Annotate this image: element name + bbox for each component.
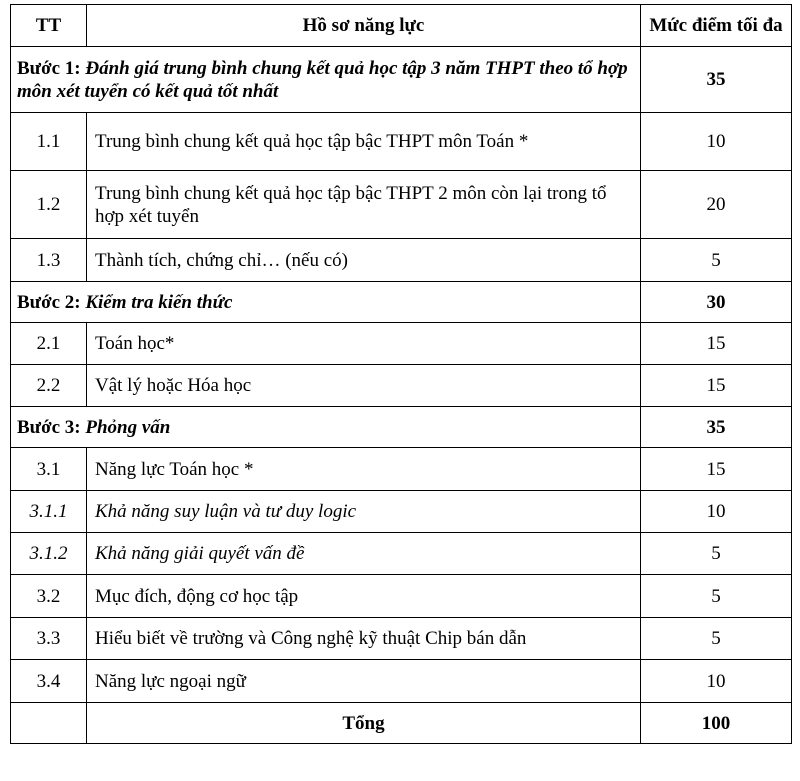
table-row (11, 171, 792, 239)
row-score: 5 (641, 618, 792, 660)
table-row (11, 47, 792, 113)
row-score: 15 (641, 448, 792, 491)
table-row (11, 365, 792, 407)
row-score: 15 (641, 323, 792, 365)
table-row (11, 533, 792, 575)
row-tt: 2.2 (11, 365, 87, 407)
score-table (10, 4, 792, 744)
row-label: Khả năng suy luận và tư duy logic (87, 491, 641, 533)
row-label: Trung bình chung kết quả học tập bậc THPT môn Toán * (87, 113, 641, 171)
table-row (11, 407, 792, 448)
row-score: 10 (641, 491, 792, 533)
table-row (11, 323, 792, 365)
row-label: Thành tích, chứng chỉ… (nếu có) (87, 239, 641, 282)
row-label: Mục đích, động cơ học tập (87, 575, 641, 618)
table-row (11, 660, 792, 703)
row-score: 5 (641, 575, 792, 618)
table-row (11, 113, 792, 171)
step-label (11, 282, 641, 323)
row-tt: 3.1.1 (11, 491, 87, 533)
table-row (11, 239, 792, 282)
row-score: 10 (641, 660, 792, 703)
step-score: 35 (641, 47, 792, 113)
step-number: Bước 3: (17, 416, 81, 438)
step-number: Bước 1: (17, 57, 81, 79)
table-row (11, 575, 792, 618)
step-label (11, 407, 641, 448)
row-score: 20 (641, 171, 792, 239)
row-tt: 1.3 (11, 239, 87, 282)
step-score: 30 (641, 282, 792, 323)
row-label: Năng lực ngoại ngữ (87, 660, 641, 703)
row-score: 15 (641, 365, 792, 407)
total-score: 100 (641, 703, 792, 744)
row-tt: 2.1 (11, 323, 87, 365)
header-max-score: Mức điểm tối đa (641, 5, 792, 47)
row-tt: 3.4 (11, 660, 87, 703)
table-row (11, 282, 792, 323)
row-score: 5 (641, 239, 792, 282)
total-empty-cell (11, 703, 87, 744)
row-label: Trung bình chung kết quả học tập bậc THPT 2 môn còn lại trong tổ hợp xét tuyển (87, 171, 641, 239)
table-row (11, 448, 792, 491)
row-label: Năng lực Toán học * (87, 448, 641, 491)
row-tt: 3.1.2 (11, 533, 87, 575)
row-tt: 1.2 (11, 171, 87, 239)
row-tt: 1.1 (11, 113, 87, 171)
step-number: Bước 2: (17, 291, 81, 313)
row-label: Toán học* (87, 323, 641, 365)
total-label: Tổng (87, 703, 641, 744)
row-tt: 3.1 (11, 448, 87, 491)
row-tt: 3.3 (11, 618, 87, 660)
step-score: 35 (641, 407, 792, 448)
row-label: Vật lý hoặc Hóa học (87, 365, 641, 407)
header-profile: Hồ sơ năng lực (87, 5, 641, 47)
row-score: 10 (641, 113, 792, 171)
row-label: Khả năng giải quyết vấn đề (87, 533, 641, 575)
row-tt: 3.2 (11, 575, 87, 618)
table-header-row (11, 5, 792, 47)
step-title: Kiểm tra kiến thức (85, 291, 233, 313)
step-title: Phỏng vấn (85, 416, 171, 438)
row-score: 5 (641, 533, 792, 575)
total-row (11, 703, 792, 744)
header-tt: TT (11, 5, 87, 47)
table-row (11, 618, 792, 660)
step-title: Đánh giá trung bình chung kết quả học tập 3 năm THPT theo tổ hợp môn xét tuyển có kết quả tốt nhất (17, 57, 628, 102)
step-label (11, 47, 641, 113)
table-row (11, 491, 792, 533)
row-label: Hiểu biết về trường và Công nghệ kỹ thuật Chip bán dẫn (87, 618, 641, 660)
